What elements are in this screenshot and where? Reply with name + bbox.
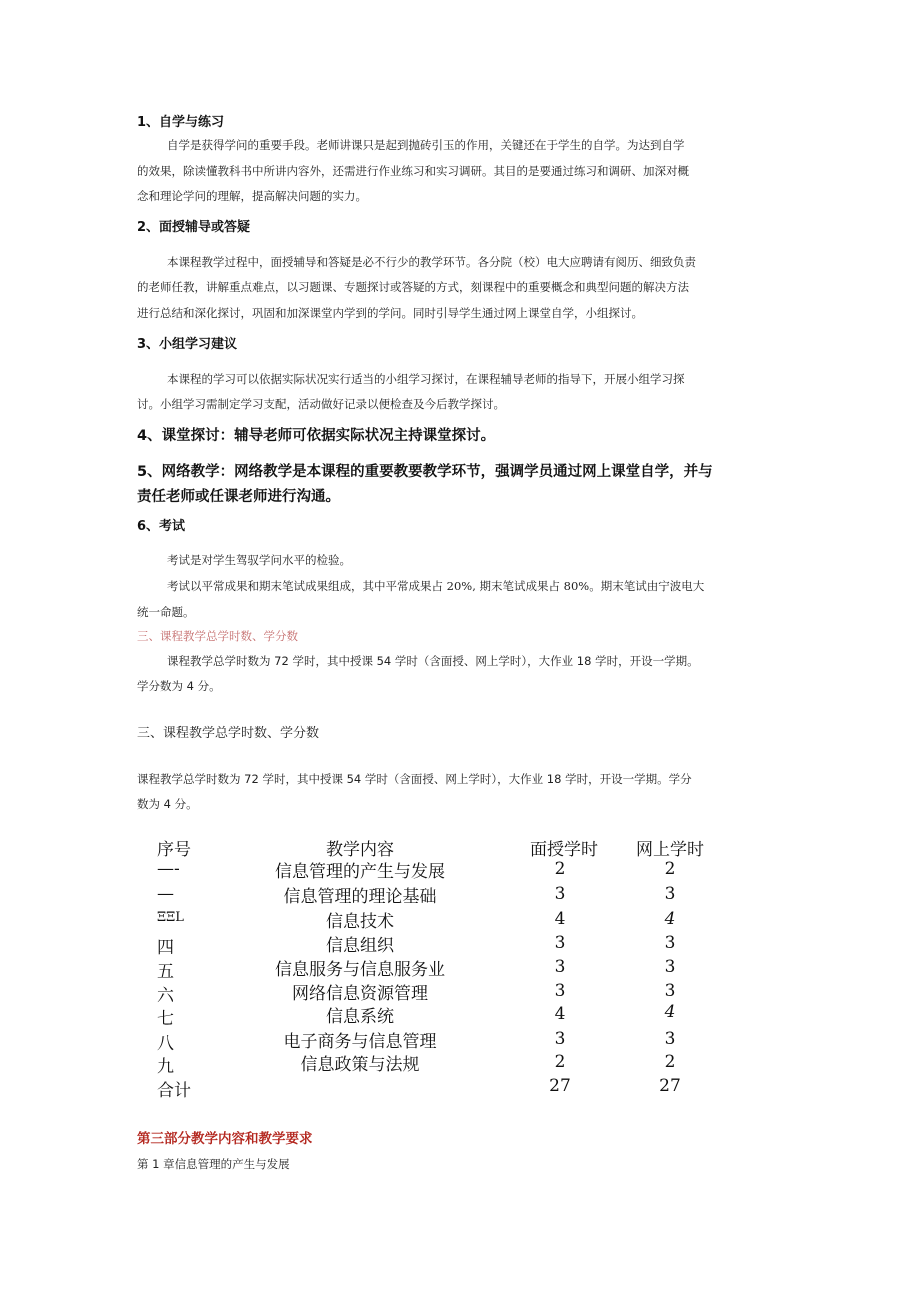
row-inperson-hours: 4 [554, 1004, 566, 1024]
paragraph-line: 进行总结和深化探讨，巩固和加深课堂内学到的学问。同时引导学生通过网上课堂自学，小组探讨。 [137, 306, 643, 320]
row-content: 信息组织 [326, 936, 394, 956]
row-index: — [157, 884, 174, 904]
header-online-hours: 网上学时 [636, 840, 704, 860]
row-inperson-hours: 3 [554, 884, 566, 904]
row-inperson-hours: 2 [554, 1052, 566, 1072]
section-heading-online-teaching: 5、网络教学：网络教学是本课程的重要教要教学环节，强调学员通过网上课堂自学，并与 [137, 464, 713, 480]
row-online-hours: 3 [664, 933, 676, 953]
row-online-hours: 27 [659, 1076, 681, 1096]
header-index: 序号 [157, 840, 191, 860]
row-index: 合计 [157, 1081, 191, 1101]
paragraph-line: 数为 4 分。 [137, 797, 198, 811]
row-online-hours: 4 [664, 1002, 676, 1022]
row-inperson-hours: 27 [549, 1076, 571, 1096]
row-content: 信息政策与法规 [300, 1055, 420, 1075]
section-heading-hours-small: 三、课程教学总学时数、学分数 [137, 629, 298, 643]
section-heading-exam: 6、考试 [137, 519, 186, 534]
row-online-hours: 3 [664, 957, 676, 977]
row-inperson-hours: 3 [554, 1029, 566, 1049]
row-content: 信息管理的理论基础 [283, 887, 437, 907]
row-content: 信息技术 [326, 912, 394, 932]
paragraph-line: 统一命题。 [137, 605, 195, 619]
row-online-hours: 4 [664, 909, 676, 929]
row-inperson-hours: 4 [554, 909, 566, 929]
row-index: 五 [157, 962, 174, 982]
row-index: ΞΞL [157, 910, 184, 925]
row-online-hours: 2 [664, 859, 676, 879]
paragraph-line: 考试是对学生驾驭学问水平的检验。 [167, 553, 351, 567]
row-inperson-hours: 3 [554, 981, 566, 1001]
paragraph-line: 念和理论学问的理解，提高解决问题的实力。 [137, 189, 367, 203]
paragraph-line: 课程教学总学时数为 72 学时，其中授课 54 学时（含面授、网上学时），大作业 18 学时，开设一学期。学分 [137, 772, 692, 786]
row-index: —- [157, 859, 180, 879]
part3-heading: 第三部分教学内容和教学要求 [137, 1131, 313, 1147]
row-index: 七 [157, 1009, 174, 1029]
section-heading-tutoring: 2、面授辅导或答疑 [137, 220, 251, 235]
row-index: 九 [157, 1057, 174, 1077]
row-inperson-hours: 3 [554, 933, 566, 953]
header-inperson-hours: 面授学时 [530, 840, 598, 860]
row-content: 信息管理的产生与发展 [275, 862, 445, 882]
paragraph-line: 本课程教学过程中，面授辅导和答疑是必不行少的教学环节。各分院（校）电大应聘请有阅历、细致负责 [167, 255, 696, 269]
section-heading-hours: 三、课程教学总学时数、学分数 [137, 726, 320, 741]
row-content: 电子商务与信息管理 [283, 1032, 437, 1052]
section-heading-group-study: 3、小组学习建议 [137, 337, 238, 352]
row-inperson-hours: 2 [554, 859, 566, 879]
header-content: 教学内容 [326, 840, 394, 860]
paragraph-line: 考试以平常成果和期末笔试成果组成，其中平常成果占 20%, 期末笔试成果占 80%。期末笔试由宁波电大 [167, 579, 705, 593]
row-online-hours: 2 [664, 1052, 676, 1072]
row-content: 信息服务与信息服务业 [275, 960, 445, 980]
section-heading-online-teaching-cont: 责任老师或任课老师进行沟通。 [137, 489, 340, 505]
paragraph-line: 学分数为 4 分。 [137, 679, 221, 693]
row-content: 信息系统 [326, 1007, 394, 1027]
section-heading-self-study: 1、自学与练习 [137, 115, 225, 130]
row-online-hours: 3 [664, 981, 676, 1001]
paragraph-line: 的效果，除读懂教科书中所讲内容外，还需进行作业练习和实习调研。其目的是要通过练习和调研、加深对概 [137, 164, 689, 178]
paragraph-line: 本课程的学习可以依据实际状况实行适当的小组学习探讨，在课程辅导老师的指导下，开展小组学习探 [167, 372, 685, 386]
row-index: 四 [157, 938, 174, 958]
row-inperson-hours: 3 [554, 957, 566, 977]
row-content: 网络信息资源管理 [292, 984, 428, 1004]
row-online-hours: 3 [664, 1029, 676, 1049]
paragraph-line: 课程教学总学时数为 72 学时，其中授课 54 学时（含面授、网上学时），大作业 18 学时，开设一学期。 [167, 654, 699, 668]
section-heading-class-discussion: 4、课堂探讨：辅导老师可依据实际状况主持课堂探讨。 [137, 428, 496, 444]
chapter-title: 第 1 章信息管理的产生与发展 [137, 1157, 290, 1171]
paragraph-line: 的老师任教，讲解重点难点，以习题课、专题探讨或答疑的方式，刻课程中的重要概念和典型问题的解决方法 [137, 280, 689, 294]
row-online-hours: 3 [664, 884, 676, 904]
paragraph-line: 自学是获得学问的重要手段。老师讲课只是起到抛砖引玉的作用，关键还在于学生的自学。为达到自学 [167, 138, 685, 152]
row-index: 八 [157, 1034, 174, 1054]
paragraph-line: 讨。小组学习需制定学习支配，活动做好记录以便检查及今后教学探讨。 [137, 397, 505, 411]
row-index: 六 [157, 986, 174, 1006]
